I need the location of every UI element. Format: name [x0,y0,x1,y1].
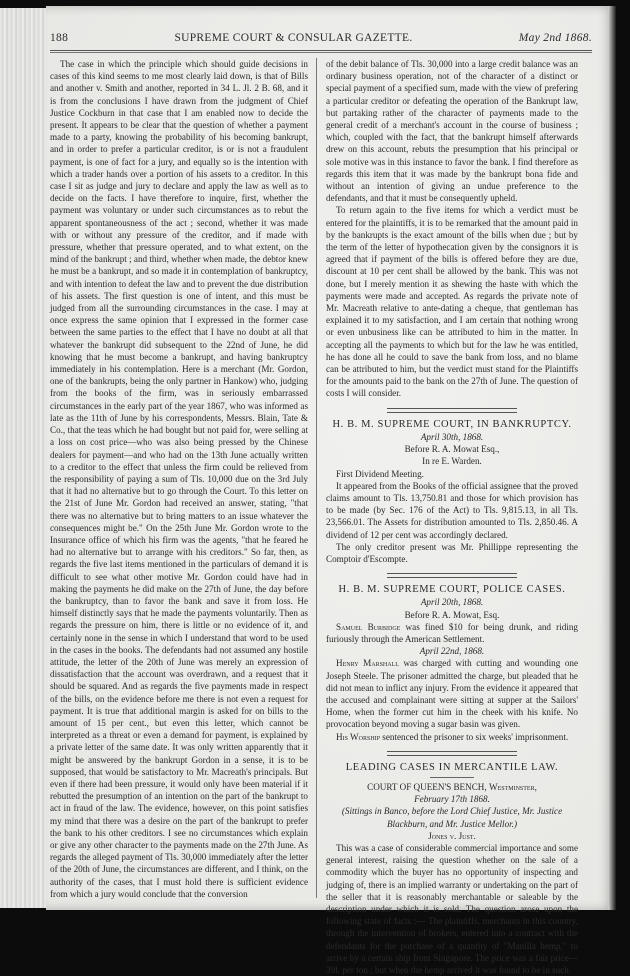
bankruptcy-heading: H. B. M. SUPREME COURT, IN BANKRUPTCY. [332,418,572,430]
court-name: COURT OF QUEEN'S BENCH, [367,781,487,792]
bankruptcy-judge: Before R. A. Mowat Esq., [404,444,500,455]
bankruptcy-in-re: In re E. Warden. [422,456,482,467]
judgment-conclusion: To return again to the five items for which a verdict must be entered for the plaintiffs, it is to be remarked that the amount paid in by the bankrupts is the exact amount of the bills when due ; but by the term of the letter of hypothecation given by the consignors it is agreed that if payment of the bills is offered before they are due, discount at 10 per cent shall be allowed by the bank. This was not done, but I merely mention it as shewing the haste with which the payments were made and accepted. As regards the private note of Mr. Macreath relative to ante-dating a cheque, that gentleman has explained it to my satisfaction, and I am certain that nothing wrong or even unbusiness like can be attributed to him in the matter. In accepting all the payments to which but for the law he was entitled, he has done all he could to save the bank from loss, and no blame can be attributed to him, but the verdict must stand for the Plaintiffs for the amounts paid to the bank on the 27th of June. The question of costs I will consider. [326,205,578,399]
column-divider [316,58,317,898]
police-case-1: Samuel Burbidge was fined $10 for being drunk, and riding furiously through the American Settlement. [326,621,578,644]
section-divider [387,751,517,756]
section-divider [387,408,517,413]
header-rule [50,50,592,53]
defendant-name: Samuel Burbidge [336,621,401,632]
police-heading: H. B. M. SUPREME COURT, POLICE CASES. [338,584,566,596]
case-date: February 17th 1868. [414,794,490,805]
page-number: 188 [50,32,69,44]
bankruptcy-meeting: First Dividend Meeting. [336,468,424,479]
leading-cases-heading: LEADING CASES IN MERCANTILE LAW. [345,761,559,773]
case-name: Jones v. Just. [428,830,476,841]
police-judge: Before R. A. Mowat, Esq. [404,609,500,620]
bankruptcy-creditor: The only creditor present was Mr. Phillippe representing the Comptoir d'Escompte. [326,541,578,564]
book-page-edges [0,8,47,908]
judgment-continued: of the debit balance of Tls. 30,000 into a large credit balance was an ordinary business operation, not of the character of a distinct or special payment of a specified sum, made with the view of prefering a particular creditor or defeating the operation of the Bankrupt law, but partaking rather of the character of payments made to the general credit of a merchant's account in the course of business ; which, coupled with the fact, that the bankrupt himself afterwards drew on this account, rebuts the presumption that his principal or sole motive was in this instance to favor the bank. I find therefore as regards this item that it was made by the bankrupt bona fide and without an intention of giving an undue preference to the defendants, and that it must be consequently upheld. [326,59,578,204]
publication-title: SUPREME COURT & CONSULAR GAZETTE. [174,32,413,44]
left-column [50,58,316,898]
bankruptcy-date: April 30th, 1868. [420,431,484,442]
case-text: This was a case of considerable commercial importance and some general interest, raising the question whether on the sale of a commodity which the buyer has no opportunity of inspecting and judging of, there is an implied warranty or undertaking on the part of the seller that it is reasonably merchantable or saleable by the description under which it is sold. The question arose upon the following state of facts :— The plaintiffs, merchants in this country, through the intervention of brokers, entered into a contract with the defendants for the purchase of a quantity of "Manilla hemp," to arrive by a certain ship from Singapore. The price was a fair price—39l. per ton ; but when the hemp arrived it was found to be in such [326,842,578,976]
right-column [326,58,579,976]
defendant-name: Henry Marshall [336,658,399,669]
magistrate-title: His Worship [336,731,380,742]
page-gutter-shadow [608,6,616,910]
issue-date: May 2nd 1868. [518,32,592,44]
article-columns [50,58,579,976]
police-date-1: April 20th, 1868. [420,597,484,608]
bankruptcy-text: It appeared from the Books of the official assignee that the proved claims amount to Tls. 13,750.81 and those for which provision has to be made (by Sec. 176 of the Act) to Tls. 9,815.13, in all Tls. 23,566.01. The Assets for distribution amounted to Tls. 2,850.46. A dividend of 12 per cent was accordingly declared. [326,480,578,540]
short-rule [430,777,474,778]
court-location: Westminster, [488,781,537,792]
case-sittings: (Sittings in Banco, before the Lord Chief Justice, Mr. Justice Blackburn, and Mr. Justice Mellor.) [341,806,563,829]
judgment-text: The case in which the principle which should guide decisions in cases of this kind seems to me most clearly laid down, is that of Bills and another v. Smith and another, reported in 34 L. Jl. 2 B. 68, and it is from the conclusions I have drawn from the judgment of Chief Justice Cockburn in that case that I am enabled now to decide the present. It appears to be clear that the question of whether a payment made to a party, knowing the probability of his becoming bankrupt, and in order to prefer a particular creditor, is or is not a fraudulent payment, is one of fact for a jury, and equally so is the intention with which a trader hands over a portion of his assets to a creditor. In this case I sit as judge and jury to declare and apply the law as well as to decide on the facts. I have therefore to inquire, first, whether the payment was voluntary or under such circumstances as to rebut the apparent spontaneousness of the act ; second, whether it was made with or without any pressure of the creditor, and if made with pressure, whether that pressure operated, and to what extent, on the mind of the bankrupt ; and third, whether when made, the debtor knew he must be a bankrupt, and so made it in contemplation of bankruptcy, and with intention to defeat the law and to prevent the due distribution of his assets. The first question is one of intent, and this must be judged from all the surrounding circumstances in the case. I may at once express the same opinion that I expressed in the former case between the same parties to the effect that I have no doubt at all that whatever the bankrupt did subsequent to the 22nd of June, he did knowing that he must become a bankrupt, and having bankruptcy immediately in his contemplation. Here is a merchant (Mr. Gordon, one of the bankrupts, being the only partner in Hankow) who, judging from the books of the firm, was in seriously embarrassed circumstances in the early part of the year 1867, who was informed as late as the 11th of June by his correspondents, Messrs. Blain, Tate & Co., that the teas which he had bought but not paid for, were selling at a loss on cost price—who was also being pressed by the Chinese dealers for payment—and who had on the 13th June actually written to a creditor to the effect that unless the firm could be relieved from the responsibility of paying a sum of Tls. 10,000 due on the 3rd July that it had no alternative but to go through the Court. To this letter on the 21st of June Mr. Gordon had received an answer, stating, "that there was no alternative but to bring matters to an issue whatever the consequences might be." On the 25th June Mr. Gordon wrote to the Insurance office of which his firm was the agents, "that he feared he had no alternative but to arrange with his creditors." So far, then, as regards the five last items mentioned in the particulars of demand it is difficult to see what other motive Mr. Gordon could have had in making the payments he did make on the 27th of June, the day before the bankruptcy, than to favor the bank and save it from loss. He himself distinctly says that he made the payments voluntarily. Then as regards the pressure on him, there is little or no evidence of it, and certainly none in the sense in which I understand that word to be used in the cases in the books. The defendants had not assumed any hostile attitude, the letter of the 20th of June was merely an expression of dissatisfaction that the account was overdrawn, and a request that it should be squared. And as regards the five payments made in respect of the bills, on the evidence before me there is not even a request for payment. It is true that additional margin is asked for on bills to the amount of 15 per cent., but even this letter, which cannot be interpreted as a threat or even a demand for payment, is explained by a private letter of the same date. It was only written apparently that it might be answered by the bankrupt Gordon in a sense, it is to be supposed, that would be satisfactory to Mr. Macreath's principals. But even if there had been pressure, it would only have been material if it rebutted the presumption of an intention on the part of the bankrupt to act in fraud of the law. The evidence, however, on this point satisfies my mind that there was a desire on the part of the bankrupt to prefer the bank to his other creditors. I see no circumstances which explain or give any other character to the payments made on the 27th June. As regards the alleged payment of Tls. 30,000 immediately after the letter of the 20th of June, the circumstances are different, and I think, on the authority of the cases, that I must hold there is sufficient evidence from which a jury would conclude that the conversion [50,59,308,899]
section-divider [387,573,517,578]
police-case-2: Henry Marshall was charged with cutting and wounding one Joseph Steele. The prisoner admitted the charge, but pleaded that he did not mean to inflict any injury. From the evidence it appeared that the accused and complainant were sitting at supper at the Sailors' Home, when the former cut him in the cheek with his knife. No provocation beyond moving a sugar basin was given. [326,658,579,730]
police-date-2: April 22nd, 1868. [419,646,485,657]
police-sentence: His Worship sentenced the prisoner to six weeks' imprisonment. [336,731,569,742]
running-head [50,32,592,44]
